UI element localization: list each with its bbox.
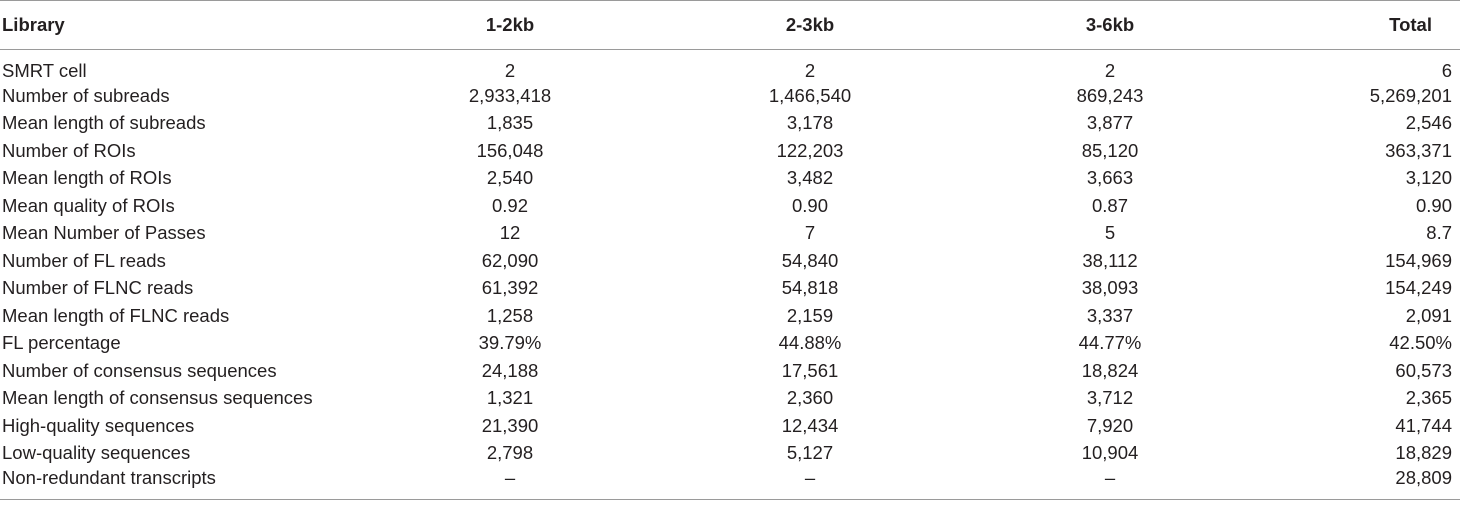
row-label: Number of FLNC reads — [2, 277, 194, 299]
cell-3-6kb: 18,824 — [1081, 359, 1139, 381]
cell-total: 28,809 — [1260, 467, 1460, 500]
cell-total: 154,969 — [1385, 249, 1452, 271]
row-label: Mean quality of ROIs — [2, 194, 175, 216]
cell-2-3kb: 2,360 — [786, 387, 834, 409]
row-label: Mean length of consensus sequences — [2, 387, 313, 409]
cell-3-6kb: 3,663 — [1086, 167, 1134, 189]
table-row — [0, 50, 1460, 83]
table-row — [0, 440, 1460, 468]
cell-2-3kb: 17,561 — [781, 359, 839, 381]
cell-3-6kb: 38,112 — [1082, 249, 1138, 271]
table-row — [0, 82, 1460, 110]
cell-1-2kb: 2,933,418 — [468, 84, 552, 106]
cell-1-2kb: 0.92 — [491, 194, 528, 216]
row-label: Non-redundant transcripts — [0, 467, 360, 500]
row-label: Number of FL reads — [2, 249, 166, 271]
header-3-6kb: 3-6kb — [960, 1, 1260, 50]
cell-1-2kb: 2,798 — [486, 442, 534, 464]
table-row — [0, 220, 1460, 248]
cell-1-2kb: 1,258 — [486, 304, 534, 326]
cell-1-2kb: 62,090 — [481, 249, 539, 271]
cell-3-6kb: 3,337 — [1086, 304, 1134, 326]
cell-total: 5,269,201 — [1369, 84, 1452, 106]
table-body — [0, 50, 1460, 500]
cell-1-2kb: 1,321 — [486, 387, 534, 409]
cell-total: 41,744 — [1395, 414, 1452, 436]
table-row — [0, 275, 1460, 303]
cell-3-6kb: 0.87 — [1091, 194, 1128, 216]
cell-2-3kb: 54,818 — [781, 277, 839, 299]
table-row — [0, 137, 1460, 165]
row-label: High-quality sequences — [2, 414, 195, 436]
table-row — [0, 192, 1460, 220]
cell-total: 154,249 — [1385, 277, 1452, 299]
cell-2-3kb: 0.90 — [791, 194, 828, 216]
cell-2-3kb: 12,434 — [781, 414, 839, 436]
row-label: Mean length of FLNC reads — [2, 304, 230, 326]
header-2-3kb: 2-3kb — [660, 1, 960, 50]
cell-2-3kb: 122,203 — [776, 139, 844, 161]
cell-3-6kb: 85,120 — [1081, 139, 1139, 161]
row-label: Low-quality sequences — [2, 442, 191, 464]
cell-3-6kb: 5 — [1104, 222, 1116, 244]
cell-2-3kb: – — [660, 467, 960, 500]
cell-3-6kb: 2 — [1104, 60, 1116, 81]
table-row — [0, 165, 1460, 193]
cell-1-2kb: 24,188 — [481, 359, 539, 381]
table-row — [0, 385, 1460, 413]
cell-2-3kb: 5,127 — [786, 442, 834, 464]
header-library: Library — [0, 1, 360, 50]
cell-3-6kb: 3,877 — [1086, 112, 1134, 134]
table-row — [0, 110, 1460, 138]
cell-1-2kb: – — [360, 467, 660, 500]
cell-total: 42.50% — [1389, 332, 1452, 354]
table-row — [0, 412, 1460, 440]
table-row — [0, 302, 1460, 330]
cell-2-3kb: 2 — [804, 60, 816, 81]
cell-2-3kb: 3,178 — [786, 112, 834, 134]
cell-total: 3,120 — [1405, 167, 1452, 189]
cell-2-3kb: 1,466,540 — [768, 84, 852, 106]
cell-3-6kb: 869,243 — [1076, 84, 1144, 106]
row-label: Number of consensus sequences — [2, 359, 277, 381]
cell-3-6kb: 7,920 — [1086, 414, 1134, 436]
cell-2-3kb: 44.88% — [778, 332, 842, 354]
cell-total: 8.7 — [1426, 222, 1452, 244]
cell-total: 18,829 — [1395, 442, 1452, 464]
cell-1-2kb: 2 — [504, 60, 516, 81]
cell-1-2kb: 2,540 — [486, 167, 534, 189]
row-label: Number of ROIs — [2, 139, 136, 161]
cell-total: 6 — [1441, 60, 1452, 81]
header-total: Total — [1260, 1, 1460, 50]
table-row — [0, 357, 1460, 385]
cell-2-3kb: 3,482 — [786, 167, 834, 189]
row-label: FL percentage — [2, 332, 121, 354]
table-row — [0, 247, 1460, 275]
cell-3-6kb: 3,712 — [1086, 387, 1134, 409]
header-1-2kb: 1-2kb — [360, 1, 660, 50]
row-label: Number of subreads — [2, 84, 170, 106]
cell-total: 363,371 — [1385, 139, 1452, 161]
cell-1-2kb: 156,048 — [476, 139, 544, 161]
row-label: SMRT cell — [2, 60, 87, 81]
row-label: Mean Number of Passes — [2, 222, 206, 244]
cell-1-2kb: 21,390 — [481, 414, 539, 436]
header-row — [0, 1, 1460, 50]
cell-total: 2,546 — [1405, 112, 1452, 134]
row-label: Mean length of subreads — [2, 112, 206, 134]
table-header — [0, 1, 1460, 50]
cell-2-3kb: 54,840 — [781, 249, 839, 271]
cell-total: 2,365 — [1405, 387, 1452, 409]
cell-3-6kb: 10,904 — [1081, 442, 1139, 464]
cell-total: 60,573 — [1395, 359, 1452, 381]
cell-total: 0.90 — [1415, 194, 1452, 216]
row-label: Mean length of ROIs — [2, 167, 172, 189]
table-row — [0, 330, 1460, 358]
cell-total: 2,091 — [1405, 304, 1452, 326]
cell-1-2kb: 61,392 — [481, 277, 539, 299]
cell-1-2kb: 1,835 — [486, 112, 534, 134]
cell-2-3kb: 2,159 — [786, 304, 834, 326]
cell-3-6kb: 38,093 — [1081, 277, 1139, 299]
table-row — [0, 467, 1460, 500]
cell-1-2kb: 12 — [499, 222, 521, 244]
cell-2-3kb: 7 — [804, 222, 816, 244]
cell-3-6kb: 44.77% — [1078, 332, 1142, 354]
cell-1-2kb: 39.79% — [478, 332, 542, 354]
cell-3-6kb: – — [960, 467, 1260, 500]
